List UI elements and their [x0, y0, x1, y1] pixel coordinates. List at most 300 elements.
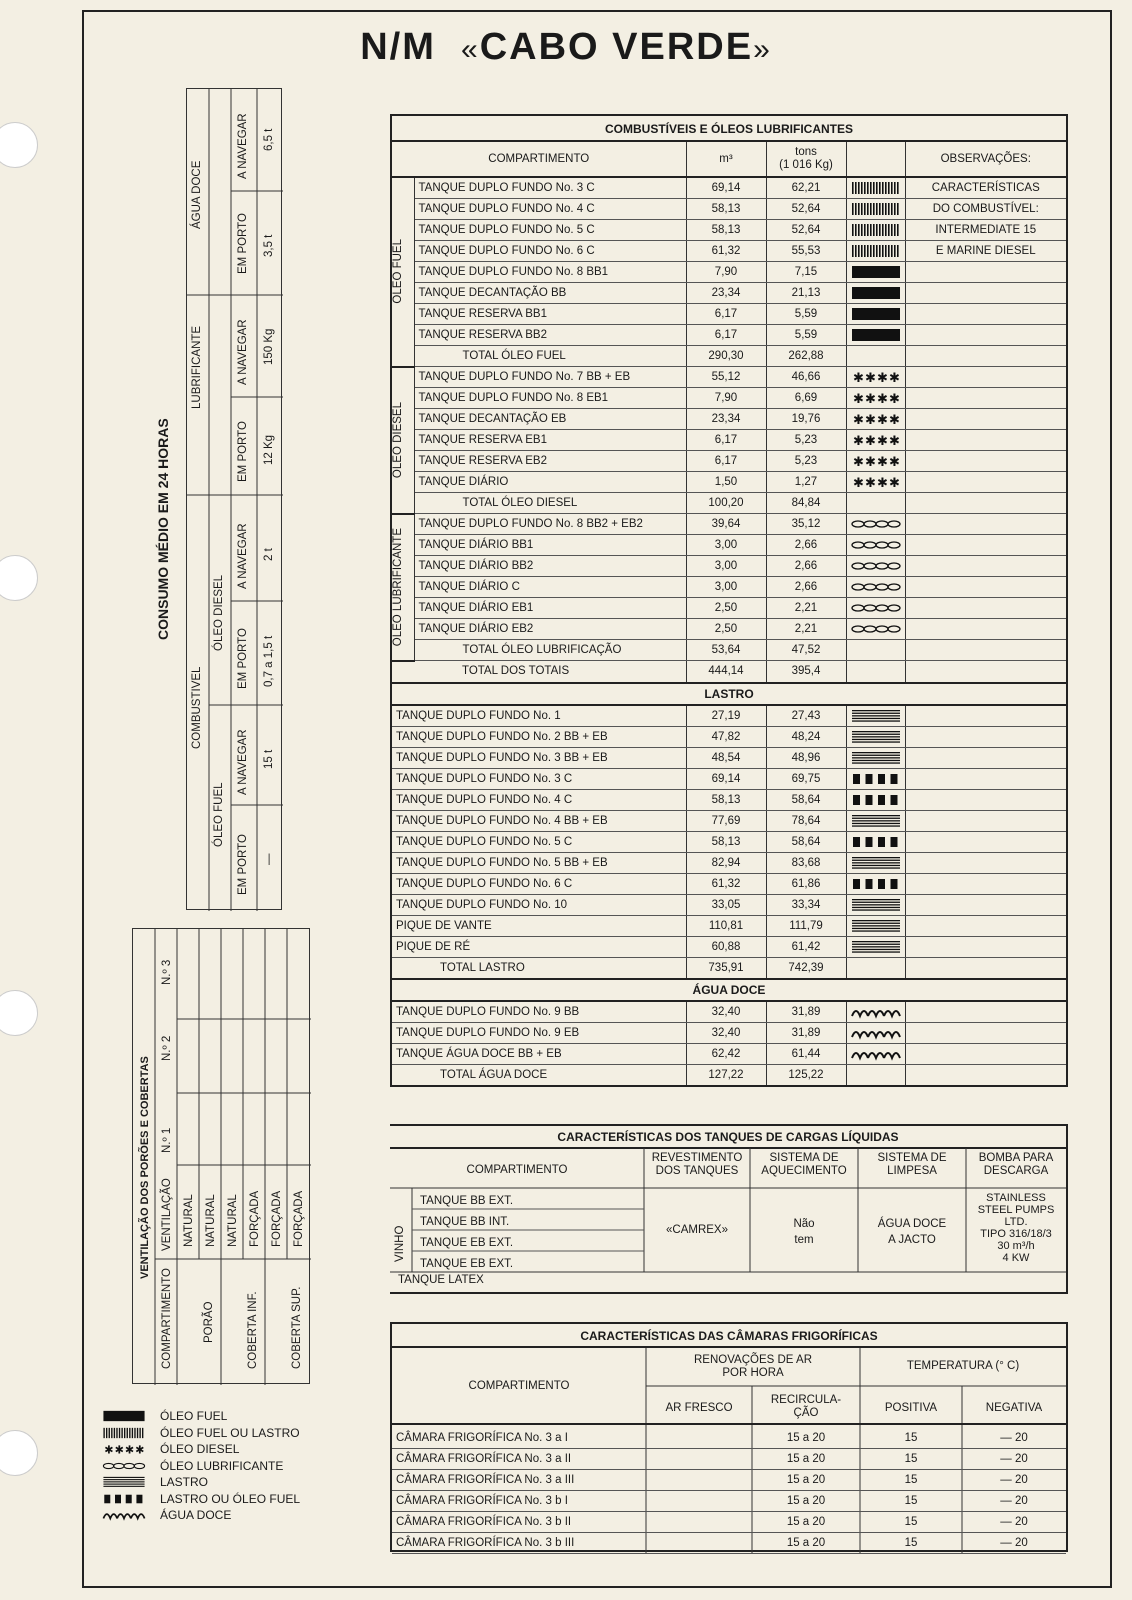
spacer-cell	[392, 661, 414, 683]
compartimento-cell: TANQUE RESERVA EB2	[414, 451, 686, 472]
observacoes-cell	[905, 514, 1066, 535]
observacoes-cell	[905, 619, 1066, 640]
svg-text:✱: ✱	[876, 476, 888, 489]
svg-text:✱: ✱	[124, 1443, 135, 1456]
lastro-row	[392, 705, 1066, 727]
negativa-cell: — 20	[962, 1470, 1066, 1491]
svg-text:✱: ✱	[888, 434, 900, 447]
tons-cell: 2,66	[766, 577, 846, 598]
blocks-pattern-icon	[851, 877, 901, 891]
negativa-cell: — 20	[962, 1428, 1066, 1449]
tons-cell: 395,4	[766, 661, 846, 683]
tons-cell: 2,21	[766, 598, 846, 619]
observacoes-cell	[905, 936, 1066, 957]
observacoes-cell	[905, 852, 1066, 873]
svg-text:✱: ✱	[876, 392, 888, 405]
agua-row	[392, 1001, 1066, 1023]
m3-cell: 6,17	[686, 325, 766, 346]
pattern-cell	[846, 283, 905, 304]
observacoes-cell: DO COMBUSTÍVEL:	[905, 199, 1066, 220]
a-navegar-label: A NAVEGAR	[237, 113, 249, 179]
tons-cell: 58,64	[766, 831, 846, 852]
aquecimento-value: Não tem	[793, 1218, 815, 1246]
camara-row	[392, 1491, 1066, 1512]
observacoes-cell	[905, 367, 1066, 388]
tons-cell: 6,69	[766, 388, 846, 409]
lastro-row	[392, 810, 1066, 831]
binder-hole	[0, 122, 38, 168]
table-row	[392, 577, 1066, 598]
compartimento-cell: TANQUE DUPLO FUNDO No. 1	[392, 705, 686, 727]
svg-text:✱: ✱	[852, 392, 864, 405]
tons-cell: 2,21	[766, 619, 846, 640]
legend-item	[98, 1408, 300, 1425]
col-m3: m³	[686, 142, 766, 177]
table-row	[392, 304, 1066, 325]
col-pattern	[846, 142, 905, 177]
m3-cell: 62,42	[686, 1043, 766, 1064]
row-porao: PORÃO	[203, 1301, 215, 1343]
camara-row	[392, 1512, 1066, 1533]
chain-pattern-icon	[851, 622, 901, 636]
cargas-col-limpesa: SISTEMA DE LIMPESA	[877, 1152, 947, 1177]
waves-pattern-icon	[98, 1509, 150, 1521]
compartimento-cell: TANQUE ÁGUA DOCE BB + EB	[392, 1043, 686, 1064]
table-row	[392, 619, 1066, 640]
svg-text:✱: ✱	[888, 455, 900, 468]
waves-pattern-icon	[851, 1047, 901, 1061]
pattern-cell	[846, 220, 905, 241]
compartimento-cell: PIQUE DE VANTE	[392, 915, 686, 936]
svg-text:✱: ✱	[852, 455, 864, 468]
tons-cell: 742,39	[766, 957, 846, 979]
compartimento-cell: TANQUE DUPLO FUNDO No. 8 BB1	[414, 262, 686, 283]
lines-pattern-icon	[851, 709, 901, 723]
blocks-pattern-icon	[98, 1493, 150, 1505]
vent-value: FORÇADA	[271, 1190, 283, 1247]
observacoes-cell	[905, 262, 1066, 283]
pattern-cell	[846, 1022, 905, 1043]
compartimento-cell: TANQUE RESERVA BB1	[414, 304, 686, 325]
revestimento-value: «CAMREX»	[666, 1224, 728, 1236]
chain-pattern-icon	[851, 580, 901, 594]
stars-pattern-icon	[851, 412, 901, 426]
vbars-pattern-icon	[851, 202, 901, 216]
svg-text:✱: ✱	[864, 392, 876, 405]
pattern-cell	[846, 726, 905, 747]
camaras-col-compartimento: COMPARTIMENTO	[468, 1380, 570, 1392]
pattern-cell	[846, 1043, 905, 1064]
pattern-cell	[846, 346, 905, 367]
cargas-col-compartimento: COMPARTIMENTO	[466, 1164, 568, 1176]
ar-fresco-cell	[646, 1491, 752, 1512]
solid-pattern-icon	[98, 1410, 150, 1422]
legend-label: LASTRO OU ÓLEO FUEL	[160, 1491, 301, 1506]
compartimento-cell: TANQUE DUPLO FUNDO No. 6 C	[392, 873, 686, 894]
legend-label: ÁGUA DOCE	[160, 1508, 232, 1523]
pattern-cell	[846, 831, 905, 852]
table-row	[392, 451, 1066, 472]
tanque-row: TANQUE BB EXT.	[420, 1195, 514, 1207]
observacoes-cell	[905, 873, 1066, 894]
vbars-pattern-icon	[98, 1427, 150, 1439]
tons-cell: 46,66	[766, 367, 846, 388]
vent-value: FORÇADA	[293, 1190, 305, 1247]
observacoes-cell	[905, 346, 1066, 367]
tons-cell: 48,96	[766, 747, 846, 768]
compartimento-cell: TOTAL ÓLEO FUEL	[414, 346, 686, 367]
pattern-cell	[846, 873, 905, 894]
recirculacao-cell: 15 a 20	[752, 1470, 860, 1491]
legend-label: ÓLEO FUEL	[160, 1409, 228, 1424]
blocks-pattern-icon	[851, 772, 901, 786]
m3-cell: 32,40	[686, 1022, 766, 1043]
positiva-cell: 15	[860, 1470, 962, 1491]
svg-text:✱: ✱	[876, 371, 888, 384]
m3-cell: 69,14	[686, 177, 766, 199]
pattern-cell	[846, 619, 905, 640]
lines-pattern-icon	[851, 940, 901, 954]
observacoes-cell	[905, 915, 1066, 936]
svg-text:✱: ✱	[888, 476, 900, 489]
compartimento-cell: TANQUE DIÁRIO BB2	[414, 556, 686, 577]
lubrificante-label: LUBRIFICANTE	[191, 325, 203, 409]
compartimento-cell: TANQUE DUPLO FUNDO No. 4 BB + EB	[392, 810, 686, 831]
observacoes-cell: INTERMEDIATE 15	[905, 220, 1066, 241]
negativa-cell: — 20	[962, 1533, 1066, 1554]
svg-text:✱: ✱	[864, 476, 876, 489]
combustiveis-panel	[390, 114, 1068, 1087]
camara-name: CÂMARA FRIGORÍFICA No. 3 a II	[392, 1449, 646, 1470]
tons-cell: 1,27	[766, 472, 846, 493]
m3-cell: 55,12	[686, 367, 766, 388]
oleo-fuel-label: ÓLEO FUEL	[213, 782, 225, 847]
compartimento-cell: TANQUE DUPLO FUNDO No. 5 C	[414, 220, 686, 241]
tons-cell: 78,64	[766, 810, 846, 831]
m3-cell: 6,17	[686, 304, 766, 325]
vent-value: FORÇADA	[249, 1190, 261, 1247]
pattern-cell	[846, 957, 905, 979]
row-coberta-sup: COBERTA SUP.	[291, 1286, 303, 1369]
m3-cell: 39,64	[686, 514, 766, 535]
col-compartimento: COMPARTIMENTO	[161, 1268, 173, 1369]
tons-cell: 35,12	[766, 514, 846, 535]
negativa-cell: — 20	[962, 1449, 1066, 1470]
legend-label: ÓLEO LUBRIFICANTE	[160, 1458, 284, 1473]
camaras-panel	[390, 1322, 1068, 1552]
observacoes-cell	[905, 388, 1066, 409]
table-row	[392, 409, 1066, 430]
ventilacao-heading: VENTILAÇÃO DOS PORÕES E COBERTAS	[139, 1056, 151, 1279]
compartimento-cell: TANQUE DUPLO FUNDO No. 4 C	[414, 199, 686, 220]
em-porto-label: EM PORTO	[237, 628, 249, 689]
m3-cell: 60,88	[686, 936, 766, 957]
compartimento-cell: TANQUE DUPLO FUNDO No. 3 BB + EB	[392, 747, 686, 768]
legend-item	[98, 1507, 300, 1524]
cargas-col-bomba: BOMBA PARA DESCARGA	[978, 1152, 1054, 1177]
m3-cell: 3,00	[686, 556, 766, 577]
pattern-cell	[846, 705, 905, 727]
lines-pattern-icon	[851, 751, 901, 765]
camara-name: CÂMARA FRIGORÍFICA No. 3 b I	[392, 1491, 646, 1512]
tons-cell: 83,68	[766, 852, 846, 873]
vent-value: NATURAL	[205, 1194, 217, 1247]
compartimento-cell: TANQUE DIÁRIO C	[414, 577, 686, 598]
lines-pattern-icon	[98, 1476, 150, 1488]
tons-cell: 125,22	[766, 1064, 846, 1086]
m3-cell: 23,34	[686, 283, 766, 304]
m3-cell: 32,40	[686, 1001, 766, 1023]
legend-label: LASTRO	[160, 1475, 209, 1490]
ar-fresco-cell	[646, 1428, 752, 1449]
group-label	[392, 367, 414, 514]
pattern-cell	[846, 199, 905, 220]
pattern-cell	[846, 325, 905, 346]
legend-item	[98, 1441, 300, 1458]
camaras-col-renovacoes: RENOVAÇÕES DE AR POR HORA	[693, 1354, 812, 1379]
group-label	[392, 514, 414, 661]
tons-cell: 27,43	[766, 705, 846, 727]
pattern-cell	[846, 367, 905, 388]
compartimento-cell: TANQUE DUPLO FUNDO No. 10	[392, 894, 686, 915]
pattern-cell	[846, 493, 905, 514]
col-tons: tons (1 016 Kg)	[766, 142, 846, 177]
col-positiva: POSITIVA	[884, 1402, 938, 1414]
m3-cell: 7,90	[686, 262, 766, 283]
section-title: LASTRO	[392, 683, 1066, 705]
cargas-panel	[390, 1124, 1068, 1294]
total-row	[392, 640, 1066, 661]
m3-cell: 127,22	[686, 1064, 766, 1086]
compartimento-cell: TANQUE DIÁRIO BB1	[414, 535, 686, 556]
compartimento-cell: TOTAL ÓLEO LUBRIFICAÇÃO	[414, 640, 686, 661]
bomba-value: STAINLESS STEEL PUMPS LTD. TIPO 316/18/3 30 m³/h 4 KW	[977, 1192, 1055, 1264]
pattern-cell	[846, 535, 905, 556]
camaras-title: CARACTERÍSTICAS DAS CÂMARAS FRIGORÍFICAS	[392, 1324, 1066, 1348]
col-observacoes: OBSERVAÇÕES:	[940, 153, 1031, 165]
observacoes-cell	[905, 640, 1066, 661]
total-row	[392, 346, 1066, 367]
compartimento-cell: TANQUE DUPLO FUNDO No. 7 BB + EB	[414, 367, 686, 388]
compartimento-cell: TANQUE DUPLO FUNDO No. 5 C	[392, 831, 686, 852]
vbars-pattern-icon	[851, 244, 901, 258]
col-ventilacao: VENTILAÇÃO	[161, 1178, 173, 1251]
svg-text:✱: ✱	[888, 413, 900, 426]
legend-label: ÓLEO FUEL OU LASTRO	[160, 1425, 300, 1440]
solid-pattern-icon	[851, 307, 901, 321]
compartimento-cell: TANQUE DIÁRIO EB2	[414, 619, 686, 640]
lines-pattern-icon	[851, 898, 901, 912]
solid-pattern-icon	[851, 328, 901, 342]
tons-cell: 47,52	[766, 640, 846, 661]
row-coberta-inf: COBERTA INF.	[247, 1291, 259, 1369]
observacoes-cell	[905, 894, 1066, 915]
tanque-row: TANQUE BB INT.	[420, 1216, 510, 1228]
legend-label: ÓLEO DIESEL	[160, 1442, 240, 1457]
combustivel-label: COMBUSTIVEL	[191, 666, 203, 749]
limpesa-value: ÁGUA DOCE A JACTO	[877, 1218, 947, 1246]
tons-cell: 19,76	[766, 409, 846, 430]
consumo-table	[186, 88, 282, 910]
observacoes-cell	[905, 810, 1066, 831]
group-label-text: ÓLEO LUBRIFICANTE	[392, 527, 404, 647]
legend-item	[98, 1425, 300, 1442]
m3-cell: 2,50	[686, 598, 766, 619]
m3-cell: 2,50	[686, 619, 766, 640]
m3-cell: 6,17	[686, 451, 766, 472]
svg-text:✱: ✱	[135, 1443, 145, 1456]
m3-cell: 58,13	[686, 199, 766, 220]
col-n3: N.º 3	[161, 959, 173, 985]
observacoes-cell	[905, 430, 1066, 451]
consumo-heading: CONSUMO MÉDIO EM 24 HORAS	[155, 418, 171, 640]
camara-name: CÂMARA FRIGORÍFICA No. 3 a III	[392, 1470, 646, 1491]
agua-row	[392, 1022, 1066, 1043]
m3-cell: 100,20	[686, 493, 766, 514]
tons-cell: 61,42	[766, 936, 846, 957]
lastro-row	[392, 726, 1066, 747]
positiva-cell: 15	[860, 1491, 962, 1512]
binder-hole	[0, 990, 38, 1036]
pattern-cell	[846, 451, 905, 472]
svg-text:✱: ✱	[114, 1443, 124, 1456]
m3-cell: 290,30	[686, 346, 766, 367]
compartimento-cell: TANQUE RESERVA BB2	[414, 325, 686, 346]
vinho-label: VINHO	[394, 1225, 406, 1262]
stars-pattern-icon	[851, 370, 901, 384]
tons-cell: 52,64	[766, 199, 846, 220]
svg-text:✱: ✱	[888, 392, 900, 405]
tons-cell: 62,21	[766, 177, 846, 199]
camara-row	[392, 1449, 1066, 1470]
camaras-col-temperatura: TEMPERATURA (° C)	[906, 1360, 1020, 1372]
col-compartimento: COMPARTIMENTO	[392, 142, 686, 177]
a-navegar-label: A NAVEGAR	[237, 319, 249, 385]
positiva-cell: 15	[860, 1512, 962, 1533]
svg-text:✱: ✱	[876, 455, 888, 468]
table-row	[392, 241, 1066, 262]
chain-pattern-icon	[851, 538, 901, 552]
pattern-cell	[846, 577, 905, 598]
m3-cell: 3,00	[686, 577, 766, 598]
cargas-col-revestimento: REVESTIMENTO DOS TANQUES	[651, 1152, 743, 1177]
m3-cell: 3,00	[686, 535, 766, 556]
chain-pattern-icon	[851, 559, 901, 573]
m3-cell: 82,94	[686, 852, 766, 873]
camara-name: CÂMARA FRIGORÍFICA No. 3 b II	[392, 1512, 646, 1533]
m3-cell: 61,32	[686, 241, 766, 262]
pattern-cell	[846, 915, 905, 936]
cargas-tanques	[420, 1191, 513, 1275]
pattern-cell	[846, 789, 905, 810]
m3-cell: 1,50	[686, 472, 766, 493]
section-row	[392, 683, 1066, 705]
lines-pattern-icon	[851, 919, 901, 933]
lastro-row	[392, 768, 1066, 789]
ar-fresco-cell	[646, 1449, 752, 1470]
agua-row	[392, 1043, 1066, 1064]
camara-name: CÂMARA FRIGORÍFICA No. 3 b III	[392, 1533, 646, 1554]
compartimento-cell: TANQUE DUPLO FUNDO No. 2 BB + EB	[392, 726, 686, 747]
svg-text:✱: ✱	[852, 371, 864, 384]
table-row	[392, 199, 1066, 220]
tons-cell: 31,89	[766, 1022, 846, 1043]
table-row	[392, 177, 1066, 199]
stars-pattern-icon	[851, 391, 901, 405]
table-row	[392, 220, 1066, 241]
m3-cell: 69,14	[686, 768, 766, 789]
pattern-cell	[846, 1001, 905, 1023]
m3-cell: 7,90	[686, 388, 766, 409]
em-porto-label: EM PORTO	[237, 213, 249, 274]
observacoes-cell	[905, 283, 1066, 304]
compartimento-cell: TANQUE RESERVA EB1	[414, 430, 686, 451]
total-row	[392, 957, 1066, 979]
page-title: N/M «CABO VERDE»	[360, 26, 772, 68]
pattern-cell	[846, 768, 905, 789]
negativa-cell: — 20	[962, 1491, 1066, 1512]
observacoes-cell	[905, 598, 1066, 619]
diesel-porto-value: 0,7 a 1,5 t	[263, 635, 275, 687]
table-row	[392, 598, 1066, 619]
group-label-text: ÓLEO DIESEL	[392, 401, 404, 479]
vbars-pattern-icon	[851, 223, 901, 237]
observacoes-cell: CARACTERÍSTICAS	[905, 177, 1066, 199]
camara-row	[392, 1428, 1066, 1449]
m3-cell: 33,05	[686, 894, 766, 915]
tons-cell: 58,64	[766, 789, 846, 810]
m3-cell: 58,13	[686, 789, 766, 810]
binder-hole	[0, 1430, 38, 1476]
tons-cell: 61,86	[766, 873, 846, 894]
svg-text:✱: ✱	[852, 413, 864, 426]
lastro-row	[392, 936, 1066, 957]
camara-row	[392, 1533, 1066, 1554]
svg-text:✱: ✱	[852, 434, 864, 447]
fuel-navegar-value: 15 t	[263, 749, 275, 769]
compartimento-cell: TOTAL ÁGUA DOCE	[392, 1064, 686, 1086]
tons-cell: 262,88	[766, 346, 846, 367]
observacoes-cell	[905, 705, 1066, 727]
lub-navegar-value: 150 Kg	[263, 328, 275, 365]
compartimento-cell: TANQUE DECANTAÇÃO BB	[414, 283, 686, 304]
camara-row	[392, 1470, 1066, 1491]
oleo-diesel-label: ÓLEO DIESEL	[213, 574, 225, 651]
legend-item	[98, 1474, 300, 1491]
positiva-cell: 15	[860, 1533, 962, 1554]
observacoes-cell	[905, 1043, 1066, 1064]
compartimento-cell: TOTAL ÓLEO DIESEL	[414, 493, 686, 514]
cargas-col-aquecimento: SISTEMA DE AQUECIMENTO	[761, 1152, 847, 1177]
chain-pattern-icon	[851, 601, 901, 615]
observacoes-cell	[905, 577, 1066, 598]
tons-cell: 21,13	[766, 283, 846, 304]
table-row	[392, 472, 1066, 493]
pattern-cell	[846, 747, 905, 768]
observacoes-cell	[905, 409, 1066, 430]
observacoes-cell	[905, 1001, 1066, 1023]
tons-cell: 61,44	[766, 1043, 846, 1064]
m3-cell: 77,69	[686, 810, 766, 831]
m3-cell: 48,54	[686, 747, 766, 768]
recirculacao-cell: 15 a 20	[752, 1449, 860, 1470]
observacoes-cell	[905, 304, 1066, 325]
stars-pattern-icon	[851, 454, 901, 468]
blocks-pattern-icon	[851, 793, 901, 807]
group-label	[392, 177, 414, 367]
cargas-title: CARACTERÍSTICAS DOS TANQUES DE CARGAS LÍQUIDAS	[390, 1126, 1066, 1149]
observacoes-cell	[905, 789, 1066, 810]
